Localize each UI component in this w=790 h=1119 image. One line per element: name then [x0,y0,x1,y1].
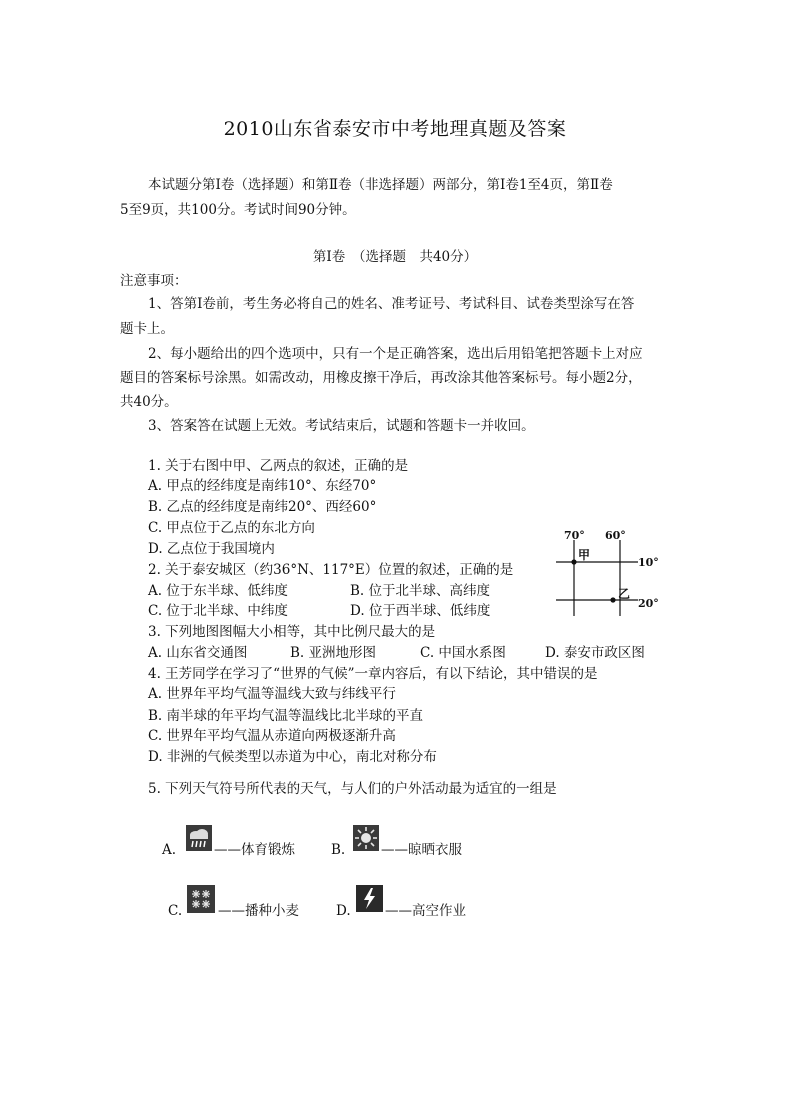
q5-option-b-text: ——晾晒衣服 [381,842,462,858]
point-yi-label: 乙 [618,587,631,601]
notice-3: 3、答案答在试题上无效。考试结束后，试题和答题卡一并收回。 [148,418,535,434]
q3-option-a: A. 山东省交通图 [148,645,248,661]
q5-option-d-text: ——高空作业 [385,903,466,919]
q2-option-d: D. 位于西半球、低纬度 [350,603,491,619]
q4-option-d: D. 非洲的气候类型以赤道为中心，南北对称分布 [148,749,437,765]
q1-option-c: C. 甲点位于乙点的东北方向 [148,520,315,536]
q3-option-d: D. 泰安市政区图 [545,645,645,661]
q2-option-a: A. 位于东半球、低纬度 [148,583,288,599]
lon-label-60: 60° [605,529,626,542]
q5-option-c-text: ——播种小麦 [218,903,299,919]
lat-label-10: 10° [638,556,659,569]
lat-lon-figure [552,522,662,618]
section-title: 第Ⅰ卷 （选择题 共40分） [312,249,478,265]
q1-option-a: A. 甲点的经纬度是南纬10°、东经70° [148,478,377,494]
notice-2b: 题目的答案标号涂黑。如需改动，用橡皮擦干净后，再改涂其他答案标号。每小题2分， [120,370,642,386]
point-jia-label: 甲 [578,548,591,562]
q5-option-d-letter: D. [336,903,351,919]
rain-cloud-icon [186,825,212,851]
intro-line-1: 本试题分第Ⅰ卷（选择题）和第Ⅱ卷（非选择题）两部分，第Ⅰ卷1至4页，第Ⅱ卷 [148,177,613,193]
q2-stem: 2. 关于泰安城区（约36°N、117°E）位置的叙述，正确的是 [148,562,514,578]
document-title: 2010山东省泰安市中考地理真题及答案 [223,118,567,140]
notice-1b: 题卡上。 [120,321,174,337]
q3-option-b: B. 亚洲地形图 [290,645,377,661]
q5-option-c-letter: C. [168,903,183,919]
notice-2a: 2、每小题给出的四个选项中，只有一个是正确答案，选出后用铅笔把答题卡上对应 [148,346,643,362]
point-jia-marker [571,559,576,564]
q4-stem: 4. 王芳同学在学习了“世界的气候”一章内容后，有以下结论，其中错误的是 [148,666,598,682]
intro-line-2: 5至9页，共100分。考试时间90分钟。 [120,202,356,218]
q1-option-b: B. 乙点的经纬度是南纬20°、西经60° [148,499,377,515]
notice-heading: 注意事项： [120,273,188,289]
notice-2c: 共40分。 [120,394,178,410]
q3-stem: 3. 下列地图图幅大小相等，其中比例尺最大的是 [148,624,436,640]
lightning-icon [356,885,383,912]
q1-option-d: D. 乙点位于我国境内 [148,541,275,557]
q5-stem: 5. 下列天气符号所代表的天气，与人们的户外活动最为适宜的一组是 [148,781,557,797]
q2-option-c: C. 位于北半球、中纬度 [148,603,288,619]
lon-label-70: 70° [564,529,585,542]
q5-option-a-letter: A. [162,842,177,858]
notice-1a: 1、答第Ⅰ卷前，考生务必将自己的姓名、准考证号、考试科目、试卷类型涂写在答 [148,296,635,312]
q5-option-a-text: ——体育锻炼 [214,842,295,858]
lat-label-20: 20° [638,597,659,610]
q5-option-b-letter: B. [331,842,346,858]
point-yi-marker [610,597,615,602]
q4-option-a: A. 世界年平均气温等温线大致与纬线平行 [148,686,396,702]
snow-icon [187,885,215,913]
q4-option-c: C. 世界年平均气温从赤道向两极逐渐升高 [148,728,396,744]
q2-option-b: B. 位于北半球、高纬度 [350,583,491,599]
sun-icon [353,825,379,851]
q3-option-c: C. 中国水系图 [420,645,506,661]
q1-stem: 1. 关于右图中甲、乙两点的叙述，正确的是 [148,458,409,474]
q4-option-b: B. 南半球的年平均气温等温线比北半球的平直 [148,708,424,724]
